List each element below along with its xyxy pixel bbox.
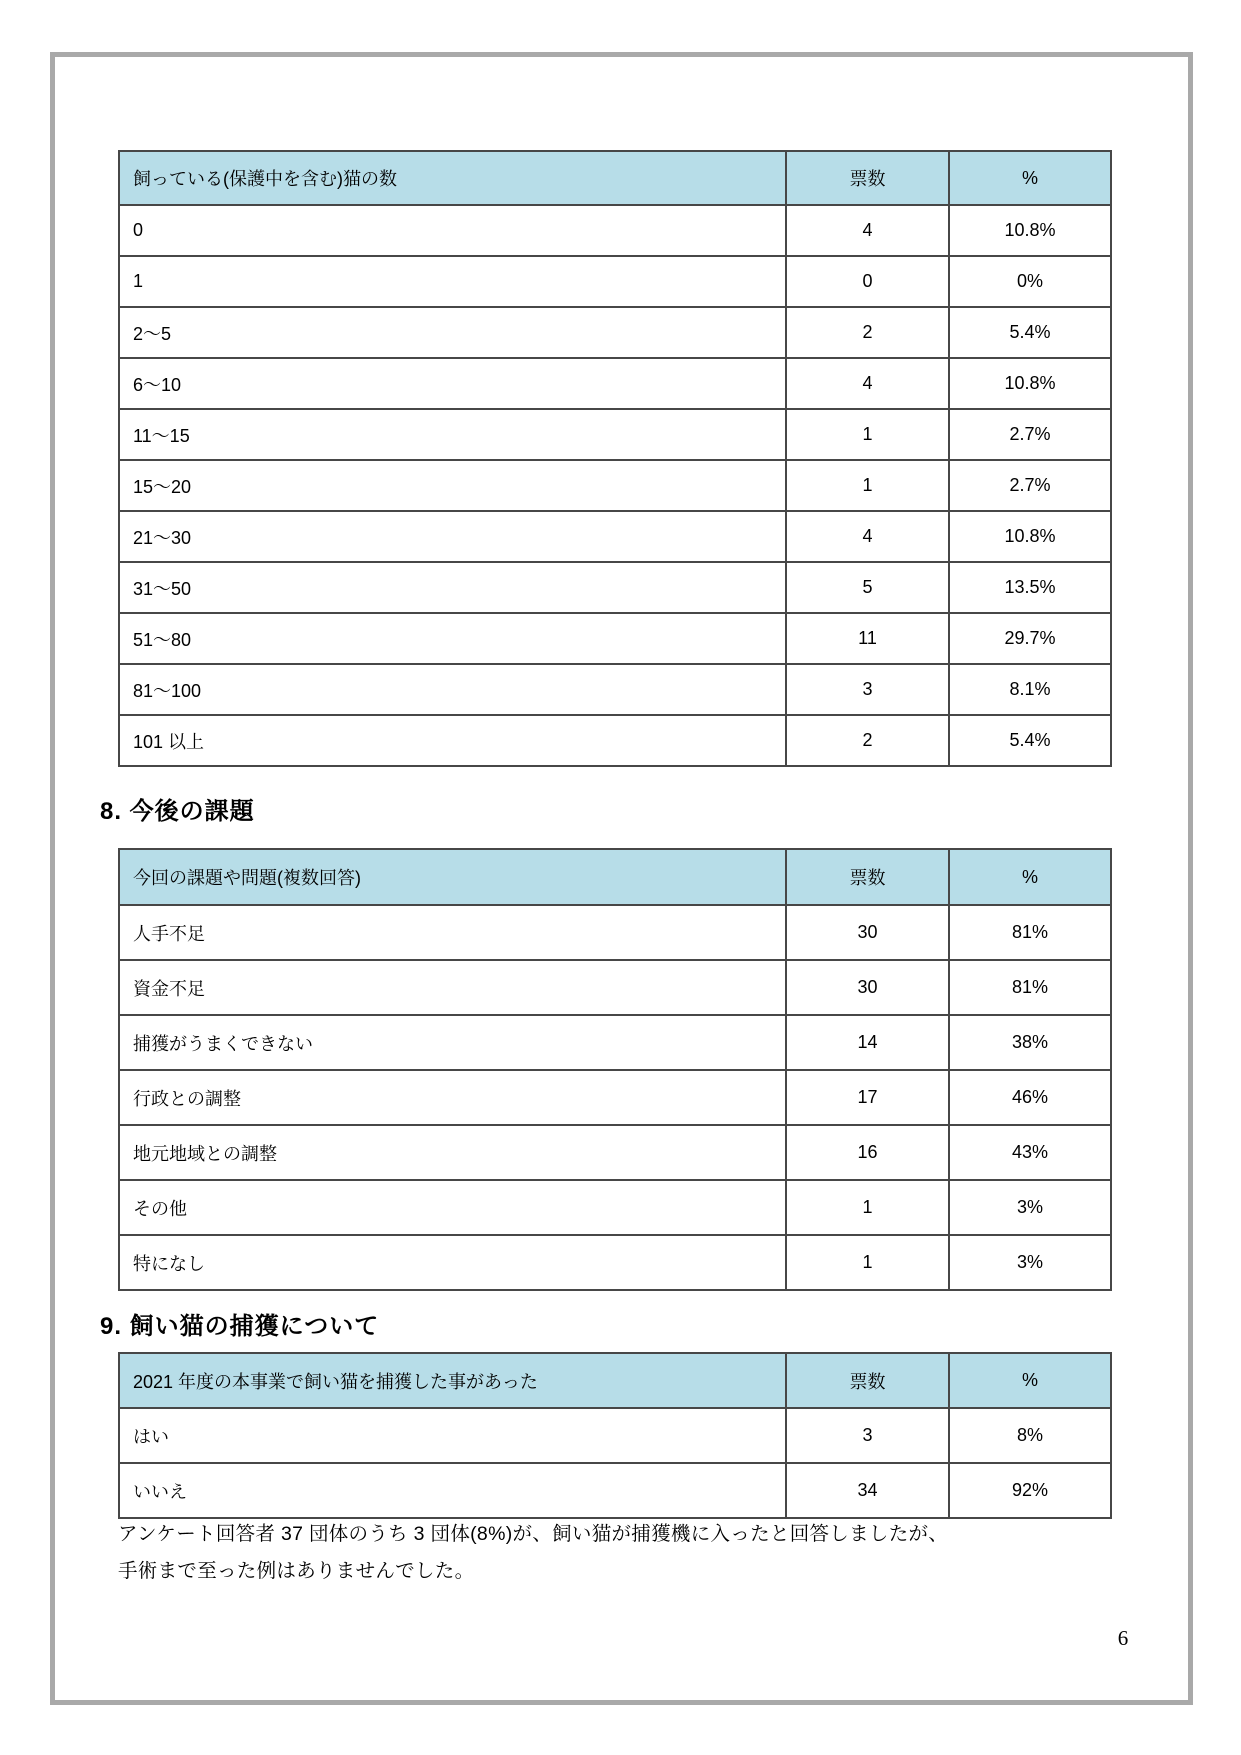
table-cell: 30: [786, 905, 949, 960]
table-cell: 4: [786, 511, 949, 562]
table-header-votes: 票数: [786, 849, 949, 905]
table-header-percent: %: [949, 849, 1111, 905]
table-cell: 31〜50: [119, 562, 786, 613]
table-cell: 3: [786, 664, 949, 715]
table-cell: 2〜5: [119, 307, 786, 358]
table-cell: 16: [786, 1125, 949, 1180]
table-cell: 3%: [949, 1235, 1111, 1290]
table-cell: 43%: [949, 1125, 1111, 1180]
table-cell: 29.7%: [949, 613, 1111, 664]
table-cell: 3%: [949, 1180, 1111, 1235]
table-header-label: 飼っている(保護中を含む)猫の数: [119, 151, 786, 205]
table-cell: 地元地域との調整: [119, 1125, 786, 1180]
table-cell: 81%: [949, 905, 1111, 960]
table-cell: はい: [119, 1408, 786, 1463]
table-cell: 30: [786, 960, 949, 1015]
table-row: [119, 1125, 1111, 1180]
table-cell: 46%: [949, 1070, 1111, 1125]
table-cell: 8%: [949, 1408, 1111, 1463]
table-cell: 1: [786, 409, 949, 460]
table-cell: 5: [786, 562, 949, 613]
table-row: [119, 1180, 1111, 1235]
table-cell: 38%: [949, 1015, 1111, 1070]
table-cell: 5.4%: [949, 307, 1111, 358]
table-cell: 2: [786, 715, 949, 766]
table-cell: いいえ: [119, 1463, 786, 1518]
table-header-row: [119, 151, 1111, 205]
table-header-votes: 票数: [786, 1353, 949, 1408]
table-cell: 15〜20: [119, 460, 786, 511]
table-row: [119, 1463, 1111, 1518]
page-number: 6: [1117, 1626, 1129, 1650]
table-header-percent: %: [949, 151, 1111, 205]
table-row: [119, 1235, 1111, 1290]
table-cell: 81〜100: [119, 664, 786, 715]
table-cell: 8.1%: [949, 664, 1111, 715]
section-8-heading: 8. 今後の課題: [100, 798, 255, 825]
table-cell: 10.8%: [949, 205, 1111, 256]
table-cell: 6〜10: [119, 358, 786, 409]
table-cell: 10.8%: [949, 358, 1111, 409]
note-line-1: アンケート回答者 37 団体のうち 3 団体(8%)が、飼い猫が捕獲機に入ったと回答しましたが、: [118, 1523, 949, 1545]
table-cell: 1: [786, 1180, 949, 1235]
table-cell: 81%: [949, 960, 1111, 1015]
table-row: [119, 1408, 1111, 1463]
table-row: [119, 715, 1111, 766]
table-header-row: [119, 849, 1111, 905]
table-header-row: [119, 1353, 1111, 1408]
pet-cat-capture-table: [118, 1352, 1112, 1519]
table-cell: 0: [119, 205, 786, 256]
table-row: [119, 960, 1111, 1015]
table-cell: 21〜30: [119, 511, 786, 562]
table-row: [119, 205, 1111, 256]
table-row: [119, 256, 1111, 307]
table-row: [119, 664, 1111, 715]
table-header-percent: %: [949, 1353, 1111, 1408]
table-cell: 捕獲がうまくできない: [119, 1015, 786, 1070]
note-line-2: 手術まで至った例はありませんでした。: [118, 1560, 475, 1582]
table-row: [119, 1070, 1111, 1125]
table-cell: その他: [119, 1180, 786, 1235]
table-row: [119, 562, 1111, 613]
table-cell: 5.4%: [949, 715, 1111, 766]
table-cell: 4: [786, 205, 949, 256]
table-cell: 行政との調整: [119, 1070, 786, 1125]
table-header-label: 今回の課題や問題(複数回答): [119, 849, 786, 905]
table-cell: 11: [786, 613, 949, 664]
table-cell: 1: [119, 256, 786, 307]
table-row: [119, 409, 1111, 460]
table-cell: 11〜15: [119, 409, 786, 460]
table-cell: 14: [786, 1015, 949, 1070]
table-cell: 資金不足: [119, 960, 786, 1015]
table-row: [119, 511, 1111, 562]
table-header-label: 2021 年度の本事業で飼い猫を捕獲した事があった: [119, 1353, 786, 1408]
table-cell: 34: [786, 1463, 949, 1518]
table-row: [119, 905, 1111, 960]
table-cell: 13.5%: [949, 562, 1111, 613]
table-cell: 特になし: [119, 1235, 786, 1290]
table-row: [119, 1015, 1111, 1070]
table-cell: 51〜80: [119, 613, 786, 664]
future-issues-table: [118, 848, 1112, 1291]
table-cell: 17: [786, 1070, 949, 1125]
table-row: [119, 307, 1111, 358]
table-cell: 0: [786, 256, 949, 307]
table-cell: 3: [786, 1408, 949, 1463]
table-cell: 1: [786, 460, 949, 511]
table-cell: 92%: [949, 1463, 1111, 1518]
table-cell: 4: [786, 358, 949, 409]
table-row: [119, 460, 1111, 511]
table-cell: 2.7%: [949, 460, 1111, 511]
table-row: [119, 613, 1111, 664]
table-cell: 2: [786, 307, 949, 358]
cats-kept-count-table: [118, 150, 1112, 767]
table-cell: 10.8%: [949, 511, 1111, 562]
capture-note-paragraph: [118, 1516, 1118, 1590]
section-9-heading: 9. 飼い猫の捕獲について: [100, 1313, 380, 1340]
table-row: [119, 358, 1111, 409]
table-cell: 1: [786, 1235, 949, 1290]
table-cell: 101 以上: [119, 715, 786, 766]
table-cell: 0%: [949, 256, 1111, 307]
table-header-votes: 票数: [786, 151, 949, 205]
table-cell: 2.7%: [949, 409, 1111, 460]
table-cell: 人手不足: [119, 905, 786, 960]
